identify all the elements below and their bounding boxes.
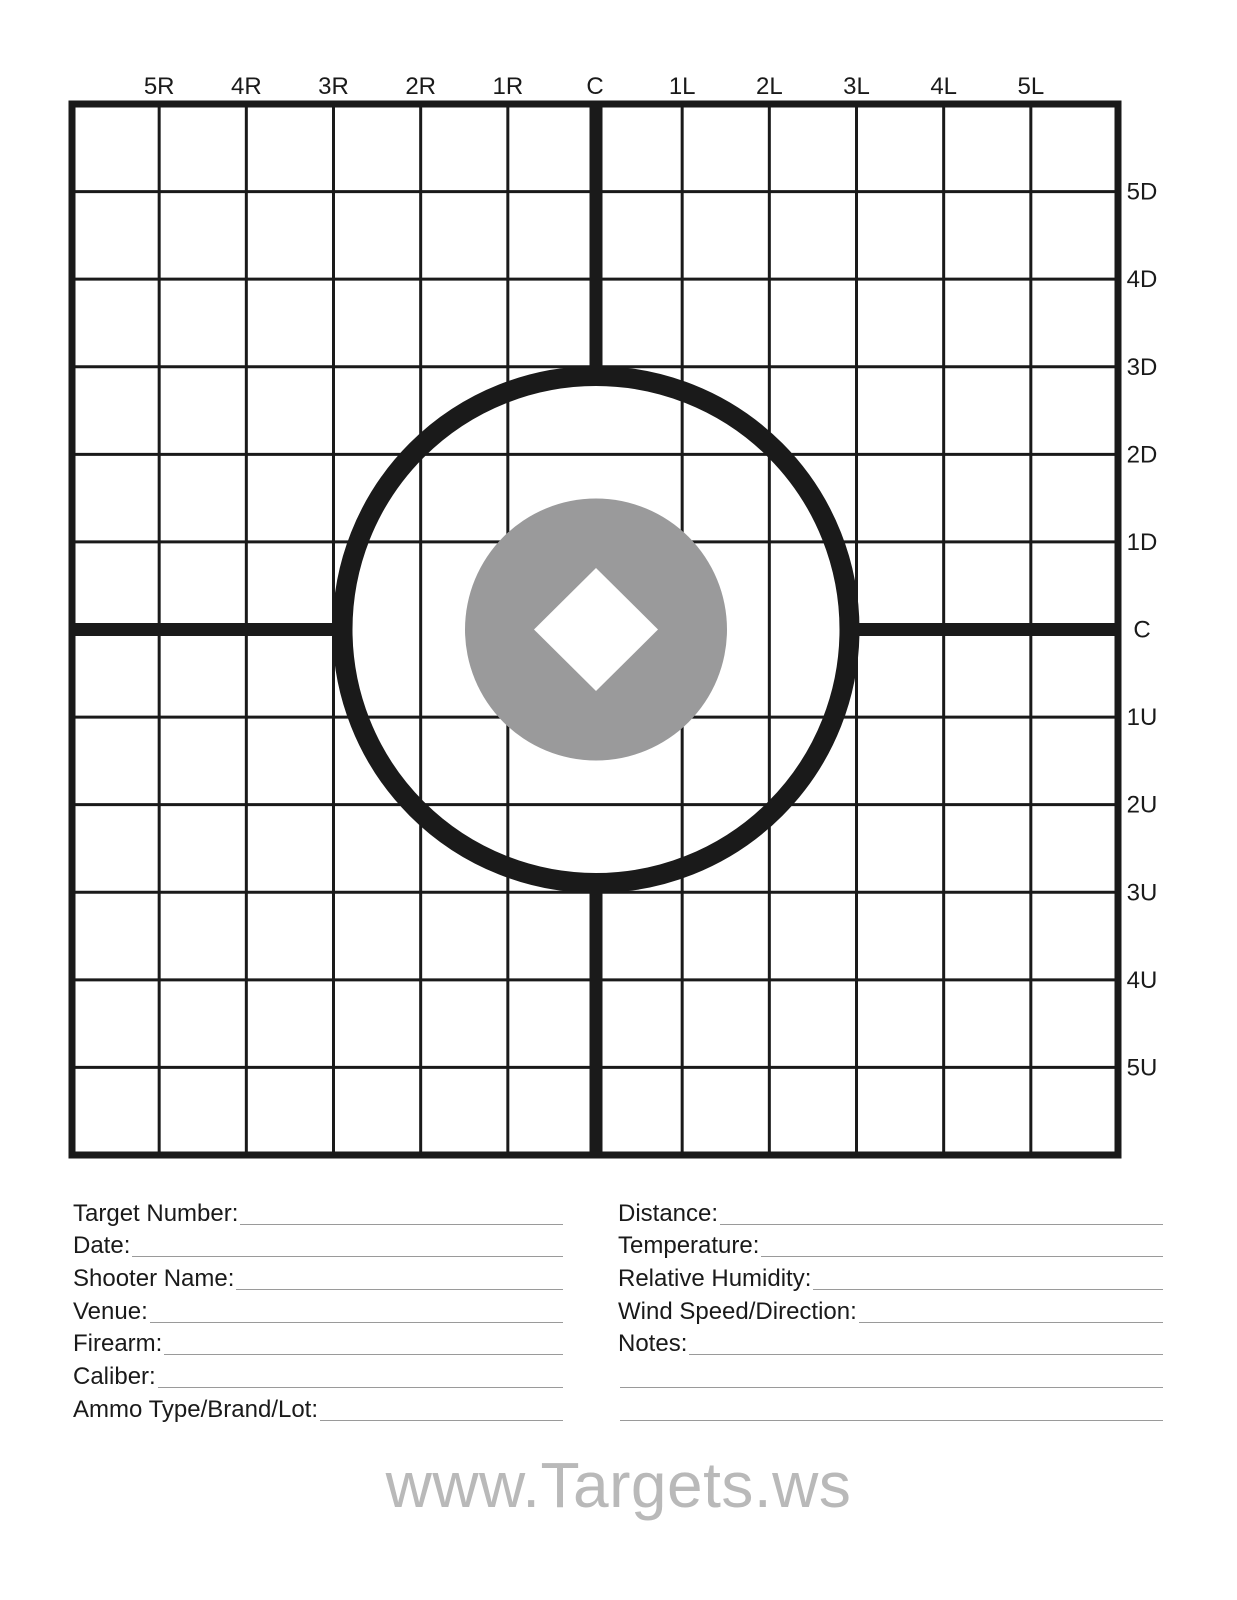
- form-field-notes-continued[interactable]: [618, 1392, 1163, 1425]
- form-field-target-number[interactable]: [73, 1196, 563, 1229]
- column-label: 2L: [755, 73, 783, 100]
- row-label: 1D: [1126, 528, 1158, 556]
- row-label: 5D: [1126, 178, 1158, 206]
- form-field-ammo[interactable]: [73, 1392, 563, 1425]
- column-label: 4L: [930, 73, 958, 100]
- form-field-date[interactable]: [73, 1229, 563, 1262]
- form-field-notes[interactable]: [618, 1327, 1163, 1360]
- form-label: Temperature:: [618, 1232, 760, 1260]
- form-field-distance[interactable]: [618, 1196, 1163, 1229]
- column-label: 5R: [143, 73, 175, 100]
- form-label: Caliber:: [73, 1363, 156, 1391]
- row-label: 2U: [1126, 791, 1158, 819]
- column-label: 1L: [668, 73, 696, 100]
- form-label: Date:: [73, 1232, 131, 1260]
- column-label: 4R: [230, 73, 262, 100]
- form-field-venue[interactable]: [73, 1294, 563, 1327]
- form-fill-line[interactable]: [859, 1321, 1163, 1323]
- form-fill-line[interactable]: [620, 1386, 1163, 1388]
- form-label: Venue:: [73, 1297, 148, 1325]
- form-fill-line[interactable]: [761, 1255, 1163, 1257]
- row-label: 3U: [1126, 879, 1158, 907]
- form-fill-line[interactable]: [620, 1419, 1163, 1421]
- form-fill-line[interactable]: [150, 1321, 563, 1323]
- row-label: 1U: [1126, 704, 1158, 732]
- form-right-column: [618, 1196, 1163, 1425]
- form-field-shooter-name[interactable]: [73, 1261, 563, 1294]
- form-label: Relative Humidity:: [618, 1265, 812, 1293]
- form-fill-line[interactable]: [720, 1223, 1163, 1225]
- form-field-wind[interactable]: [618, 1294, 1163, 1327]
- row-label: 3D: [1126, 353, 1158, 381]
- form-label: Target Number:: [73, 1199, 239, 1227]
- column-label: 5L: [1017, 73, 1045, 100]
- website-watermark[interactable]: www.Targets.ws: [385, 1449, 852, 1521]
- column-label: C: [586, 73, 604, 100]
- form-field-temperature[interactable]: [618, 1229, 1163, 1262]
- row-label: 4D: [1126, 266, 1158, 294]
- row-label: 4U: [1126, 966, 1158, 994]
- column-label: 3L: [843, 73, 870, 100]
- row-label: 5U: [1126, 1054, 1158, 1082]
- form-fill-line[interactable]: [689, 1353, 1163, 1355]
- column-label: 3R: [318, 73, 349, 100]
- form-field-firearm[interactable]: [73, 1327, 563, 1360]
- form-fill-line[interactable]: [164, 1353, 563, 1355]
- form-label: Wind Speed/Direction:: [618, 1297, 857, 1325]
- form-label: Shooter Name:: [73, 1265, 235, 1293]
- column-label: 1R: [492, 73, 524, 100]
- row-label: 2D: [1126, 441, 1158, 469]
- form-fill-line[interactable]: [158, 1386, 563, 1388]
- form-field-notes-continued[interactable]: [618, 1359, 1163, 1392]
- form-fill-line[interactable]: [236, 1288, 563, 1290]
- form-label: Distance:: [618, 1199, 719, 1227]
- form-field-caliber[interactable]: [73, 1359, 563, 1392]
- row-label: C: [1133, 616, 1151, 644]
- column-label: 2R: [405, 73, 437, 100]
- form-label: Firearm:: [73, 1330, 163, 1358]
- form-fill-line[interactable]: [240, 1223, 563, 1225]
- form-fill-line[interactable]: [132, 1255, 563, 1257]
- form-field-humidity[interactable]: [618, 1261, 1163, 1294]
- form-left-column: [73, 1196, 563, 1425]
- form-label: Ammo Type/Brand/Lot:: [73, 1395, 319, 1423]
- form-fill-line[interactable]: [813, 1288, 1163, 1290]
- form-fill-line[interactable]: [320, 1419, 563, 1421]
- form-label: Notes:: [618, 1330, 688, 1358]
